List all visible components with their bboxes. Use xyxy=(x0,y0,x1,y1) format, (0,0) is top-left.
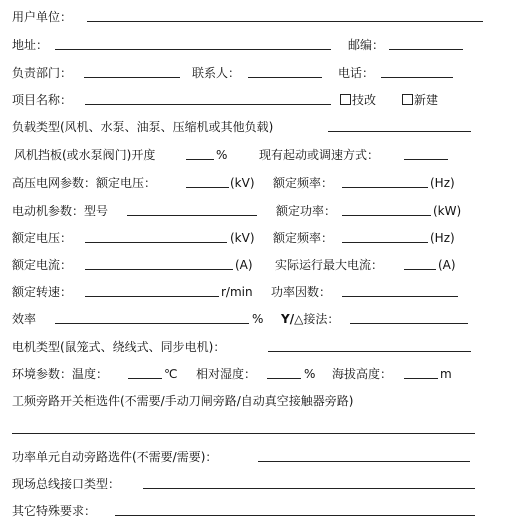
rated-current-field[interactable] xyxy=(85,269,233,270)
hv-kv-unit: (kV) xyxy=(230,176,255,190)
retrofit-checkbox[interactable] xyxy=(340,94,351,105)
wiring-field[interactable] xyxy=(350,323,468,324)
rated-speed-label: 额定转速： xyxy=(12,285,73,299)
current-a-unit: (A) xyxy=(235,258,253,272)
efficiency-field[interactable] xyxy=(55,323,249,324)
department-field[interactable] xyxy=(84,77,180,78)
address-label: 地址： xyxy=(12,38,49,52)
phone-label: 电话： xyxy=(338,66,375,80)
load-type-field[interactable] xyxy=(328,131,471,132)
humidity-percent: % xyxy=(304,367,316,381)
kw-unit: (kW) xyxy=(433,204,462,218)
hv-hz-unit: (Hz) xyxy=(430,176,455,190)
contact-field[interactable] xyxy=(248,77,322,78)
rated-voltage-label: 额定电压： xyxy=(12,231,73,245)
hv-freq-field[interactable] xyxy=(342,187,428,188)
special-req-field[interactable] xyxy=(115,515,475,516)
opening-percent: % xyxy=(216,148,228,162)
humidity-field[interactable] xyxy=(267,378,301,379)
postcode-label: 邮编： xyxy=(348,38,385,52)
rated-power-label: 额定功率： xyxy=(276,204,337,218)
retrofit-label: 技改 xyxy=(352,93,377,107)
wiring-text: 接法： xyxy=(303,312,340,326)
special-req-label: 其它特殊要求： xyxy=(12,504,97,518)
motor-model-field[interactable] xyxy=(127,215,257,216)
celsius-unit: ℃ xyxy=(164,367,178,381)
auto-bypass-label: 功率单元自动旁路选件(不需要/需要)： xyxy=(12,450,218,464)
max-current-a-unit: (A) xyxy=(438,258,456,272)
fieldbus-label: 现场总线接口类型： xyxy=(12,477,121,491)
rated-power-field[interactable] xyxy=(342,215,431,216)
altitude-label: 海拔高度： xyxy=(332,367,393,381)
motor-kv-unit: (kV) xyxy=(230,231,255,245)
humidity-label: 相对湿度： xyxy=(196,367,257,381)
motor-freq-field[interactable] xyxy=(342,242,428,243)
hv-params-label: 高压电网参数：额定电压： xyxy=(12,176,157,190)
phone-field[interactable] xyxy=(381,77,453,78)
postcode-field[interactable] xyxy=(389,49,463,50)
opening-label: 风机挡板(或水泵阀门)开度 xyxy=(14,148,156,162)
new-label: 新建 xyxy=(414,93,439,107)
hv-freq-label: 额定频率： xyxy=(273,176,334,190)
motor-hz-unit: (Hz) xyxy=(430,231,455,245)
project-name-label: 项目名称： xyxy=(12,93,73,107)
altitude-field[interactable] xyxy=(404,378,438,379)
hv-voltage-field[interactable] xyxy=(186,187,229,188)
option-new[interactable] xyxy=(402,93,438,107)
bypass-option-field[interactable] xyxy=(12,433,475,434)
power-factor-field[interactable] xyxy=(342,296,458,297)
max-current-field[interactable] xyxy=(404,269,436,270)
motor-model-label: 电动机参数：型号 xyxy=(12,204,109,218)
option-retrofit[interactable] xyxy=(340,93,376,107)
speed-method-label: 现有起动或调速方式： xyxy=(259,148,380,162)
auto-bypass-field[interactable] xyxy=(258,461,470,462)
wiring-symbol: Y/△ xyxy=(281,312,304,326)
motor-freq-label: 额定频率： xyxy=(273,231,334,245)
bypass-option-label: 工频旁路开关柜选件(不需要/手动刀闸旁路/自动真空接触器旁路) xyxy=(12,394,354,408)
efficiency-label: 效率 xyxy=(12,312,37,326)
contact-label: 联系人： xyxy=(192,66,241,80)
rated-voltage-field[interactable] xyxy=(85,242,227,243)
rpm-unit: r/min xyxy=(221,285,253,299)
opening-field[interactable] xyxy=(186,159,214,160)
wiring-label xyxy=(281,312,339,326)
rated-current-label: 额定电流： xyxy=(12,258,73,272)
speed-method-field[interactable] xyxy=(404,159,448,160)
project-name-field[interactable] xyxy=(85,104,331,105)
department-label: 负责部门： xyxy=(12,66,73,80)
address-field[interactable] xyxy=(55,49,331,50)
user-unit-field[interactable] xyxy=(87,21,483,22)
motor-type-label: 电机类型(鼠笼式、绕线式、同步电机)： xyxy=(12,340,226,354)
new-checkbox[interactable] xyxy=(402,94,413,105)
meter-unit: m xyxy=(440,367,452,381)
motor-type-field[interactable] xyxy=(268,351,471,352)
user-unit-label: 用户单位： xyxy=(12,10,73,24)
load-type-label: 负载类型(风机、水泵、油泵、压缩机或其他负载) xyxy=(12,120,274,134)
efficiency-percent: % xyxy=(252,312,264,326)
temperature-field[interactable] xyxy=(128,378,162,379)
env-params-label: 环境参数：温度： xyxy=(12,367,109,381)
fieldbus-field[interactable] xyxy=(143,488,475,489)
max-current-label: 实际运行最大电流： xyxy=(275,258,384,272)
power-factor-label: 功率因数： xyxy=(271,285,332,299)
rated-speed-field[interactable] xyxy=(85,296,219,297)
